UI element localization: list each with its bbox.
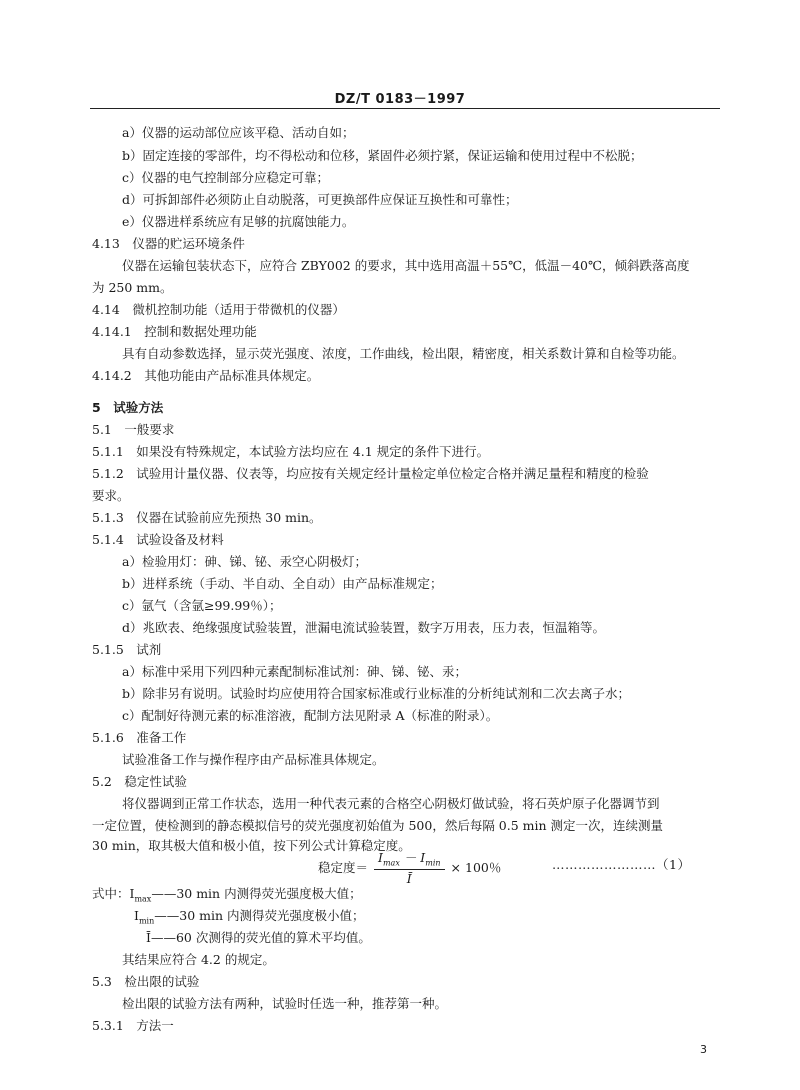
formula-lhs: 稳定度＝ <box>318 859 369 875</box>
section-heading: 5.1.4 试验设备及材料 <box>92 532 224 547</box>
definition-sub: max <box>134 894 152 904</box>
list-item: d）可拆卸部件必须防止自动脱落，可更换部件应保证互换性和可靠性； <box>122 192 518 207</box>
paragraph: 将仪器调到正常工作状态，选用一种代表元素的合格空心阴极灯做试验，将石英炉原子化器调节到 <box>122 796 660 811</box>
section-heading: 4.14.1 控制和数据处理功能 <box>92 324 257 339</box>
definition-line <box>92 885 362 909</box>
section-heading: 5.1.6 准备工作 <box>92 730 187 745</box>
definition-symbol: I <box>134 908 139 923</box>
list-item: e）仪器进样系统应有足够的抗腐蚀能力。 <box>122 214 355 229</box>
stability-formula <box>318 848 501 886</box>
paragraph: 其结果应符合 4.2 的规定。 <box>122 952 275 967</box>
paragraph: 5.1.2 试验用计量仪器、仪表等，均应按有关规定经计量检定单位检定合格并满足量程和精度的检验 <box>92 466 649 481</box>
list-item: a）检验用灯：砷、锑、铋、汞空心阴极灯； <box>122 554 367 569</box>
section-heading: 4.13 仪器的贮运环境条件 <box>92 236 245 251</box>
section-heading: 4.14 微机控制功能（适用于带微机的仪器） <box>92 302 345 317</box>
paragraph: 仪器在运输包装状态下，应符合 ZBY002 的要求，其中选用高温＋55℃，低温－40℃，倾斜跌落高度 <box>122 258 690 273</box>
section-heading: 5.3.1 方法一 <box>92 1018 174 1033</box>
list-item: c）氩气（含氩≥99.99％）； <box>122 598 282 613</box>
list-item: a）仪器的运动部位应该平稳、活动自如； <box>122 125 355 140</box>
definition-sub: min <box>138 916 155 926</box>
definition-text: ——30 min 内测得荧光强度极大值； <box>151 886 362 901</box>
formula-numerator <box>374 848 445 870</box>
formula-imin-sub: min <box>425 858 441 868</box>
formula-imin: I <box>420 850 426 865</box>
definition-line: Ī——60 次测得的荧光值的算术平均值。 <box>146 930 371 945</box>
section-heading: 5.3 检出限的试验 <box>92 974 200 989</box>
header-standard-code: DZ/T 0183－1997 <box>334 92 466 107</box>
chapter-heading: 5 试验方法 <box>92 400 164 415</box>
formula-imax: I <box>378 850 383 865</box>
section-heading: 5.2 稳定性试验 <box>92 774 187 789</box>
list-item: b）除非另有说明。试验时均应使用符合国家标准或行业标准的分析纯试剂和二次去离子水； <box>122 686 631 701</box>
paragraph: 为 250 mm。 <box>92 280 173 295</box>
formula-imax-sub: max <box>382 858 400 868</box>
definition-text: ——30 min 内测得荧光强度极小值； <box>154 908 365 923</box>
list-item: b）固定连接的零部件，均不得松动和位移，紧固件必须拧紧，保证运输和使用过程中不松脱； <box>122 148 643 163</box>
paragraph: 一定位置，使检测到的静态模拟信号的荧光强度初始值为 500，然后每隔 0.5 min 测定一次，连续测量 <box>92 818 664 833</box>
paragraph: 试验准备工作与操作程序由产品标准具体规定。 <box>122 752 385 767</box>
list-item: b）进样系统（手动、半自动、全自动）由产品标准规定； <box>122 576 443 591</box>
list-item: c）配制好待测元素的标准溶液，配制方法见附录 A（标准的附录）。 <box>122 708 499 723</box>
list-item: a）标准中采用下列四种元素配制标准试剂：砷、锑、铋、汞； <box>122 664 467 679</box>
formula-minus: － <box>399 850 421 865</box>
definition-prefix: 式中：I <box>92 886 135 901</box>
paragraph: 具有自动参数选择，显示荧光强度、浓度，工作曲线，检出限，精密度，相关系数计算和自检等功能。 <box>122 346 685 361</box>
paragraph: 要求。 <box>92 488 130 503</box>
formula-equation-number: ……………………（1） <box>552 857 691 872</box>
paragraph: 检出限的试验方法有两种，试验时任选一种，推荐第一种。 <box>122 996 448 1011</box>
formula-rhs: × 100％ <box>450 859 502 875</box>
definition-line <box>134 907 365 931</box>
header-rule <box>90 108 720 109</box>
paragraph: 5.1.1 如果没有特殊规定，本试验方法均应在 4.1 规定的条件下进行。 <box>92 444 490 459</box>
formula-fraction <box>374 848 445 886</box>
section-heading: 4.14.2 其他功能由产品标准具体规定。 <box>92 368 320 383</box>
list-item: d）兆欧表、绝缘强度试验装置，泄漏电流试验装置，数字万用表，压力表，恒温箱等。 <box>122 620 606 635</box>
paragraph: 5.1.3 仪器在试验前应先预热 30 min。 <box>92 510 322 525</box>
page-number: 3 <box>700 1043 707 1056</box>
section-heading: 5.1 一般要求 <box>92 422 175 437</box>
formula-denominator: Ī <box>406 870 412 886</box>
paragraph: 30 min，取其极大值和极小值，按下列公式计算稳定度。 <box>92 838 411 853</box>
list-item: c）仪器的电气控制部分应稳定可靠； <box>122 170 330 185</box>
section-heading: 5.1.5 试剂 <box>92 642 162 657</box>
